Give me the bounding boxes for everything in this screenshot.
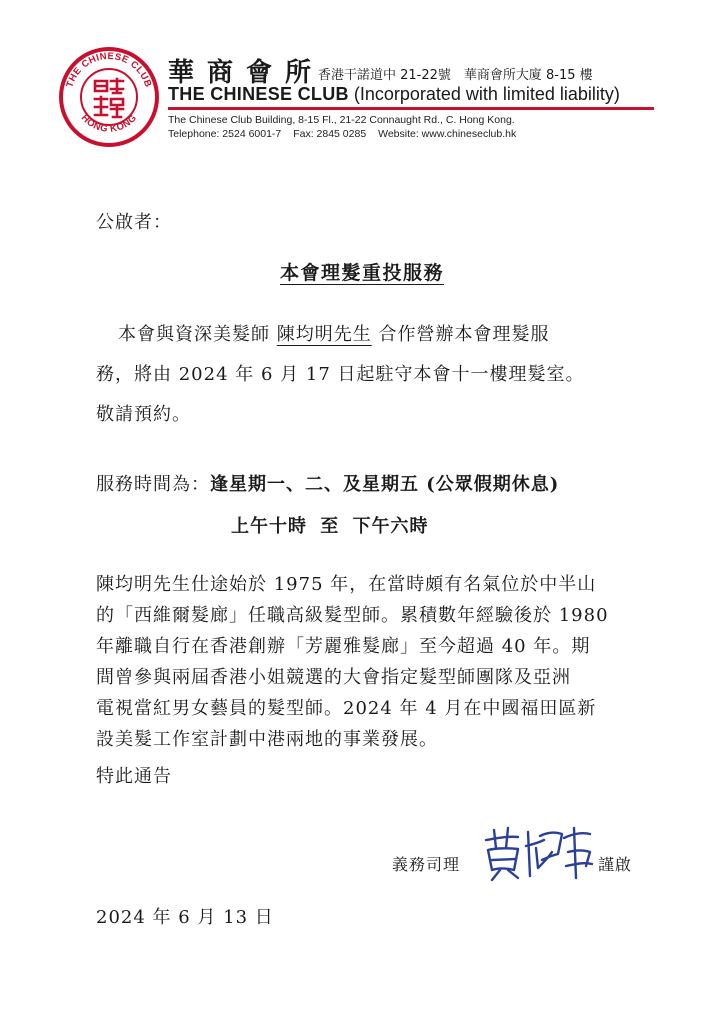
club-logo bbox=[57, 45, 161, 149]
logo-text-top: THE CHINESE CLUB bbox=[64, 50, 154, 89]
bio-line-3: 年離職自行在香港創辦「芳麗雅髮廊」至今超過 40 年。期 bbox=[96, 636, 591, 657]
bio-line-5: 電視當紅男女藝員的髮型師。2024 年 4 月在中國福田區新 bbox=[96, 698, 597, 719]
club-website: Website: www.chineseclub.hk bbox=[378, 128, 517, 140]
letter-date: 2024 年 6 月 13 日 bbox=[96, 907, 274, 928]
barber-name: 陳均明先生 bbox=[276, 324, 372, 345]
hours-days: 逢星期一、二、及星期五 (公眾假期休息) bbox=[210, 474, 560, 495]
signer-title: 義務司理 bbox=[392, 855, 461, 874]
logo-text-bottom: HONG KONG bbox=[78, 112, 140, 135]
letterhead-divider bbox=[168, 107, 654, 110]
hours-time: 上午十時 至 下午六時 bbox=[231, 516, 429, 537]
club-name-cn: 華商會所 bbox=[168, 58, 325, 88]
club-contact-line bbox=[168, 128, 525, 140]
para1-line3: 敬請預約。 bbox=[96, 404, 191, 425]
club-telephone: Telephone: 2524 6001-7 bbox=[168, 128, 282, 140]
club-fax: Fax: 2845 0285 bbox=[293, 128, 367, 140]
bio-line-2: 的「西維爾髮廊」任職高級髮型師。累積數年經驗後於 1980 bbox=[96, 605, 609, 626]
club-name-en-main: THE CHINESE CLUB bbox=[168, 84, 349, 104]
salutation: 公啟者： bbox=[96, 212, 172, 233]
club-name-en-suffix: (Incorporated with limited liability) bbox=[353, 84, 620, 104]
para1-text-a: 本會與資深美髮師 bbox=[118, 324, 277, 345]
club-name-en bbox=[168, 84, 620, 105]
bio-line-1: 陳均明先生仕途始於 1975 年，在當時頗有名氣位於中半山 bbox=[96, 574, 597, 595]
club-address-cn: 香港干諾道中 21-22號 華商會所大廈 8-15 樓 bbox=[318, 68, 593, 83]
sign-off: 謹啟 bbox=[598, 855, 633, 874]
service-hours-line bbox=[96, 470, 559, 496]
bio-line-4: 間曾參與兩屆香港小姐競選的大會指定髮型師團隊及亞洲 bbox=[96, 667, 571, 688]
hours-label: 服務時間為： bbox=[96, 474, 210, 495]
notice-title: 本會理髮重投服務 bbox=[279, 262, 444, 284]
para1-text-b: 合作營辦本會理髮服 bbox=[371, 324, 550, 345]
bio-line-6: 設美髮工作室計劃中港兩地的事業發展。 bbox=[96, 729, 438, 750]
para1-line2: 務，將由 2024 年 6 月 17 日起駐守本會十一樓理髮室。 bbox=[96, 364, 585, 385]
closing: 特此通告 bbox=[96, 766, 172, 787]
handwritten-signature bbox=[478, 818, 598, 888]
para1-line1 bbox=[118, 320, 549, 346]
club-address-en: The Chinese Club Building, 8-15 Fl., 21-22 Connaught Rd., C. Hong Kong. bbox=[168, 114, 515, 126]
